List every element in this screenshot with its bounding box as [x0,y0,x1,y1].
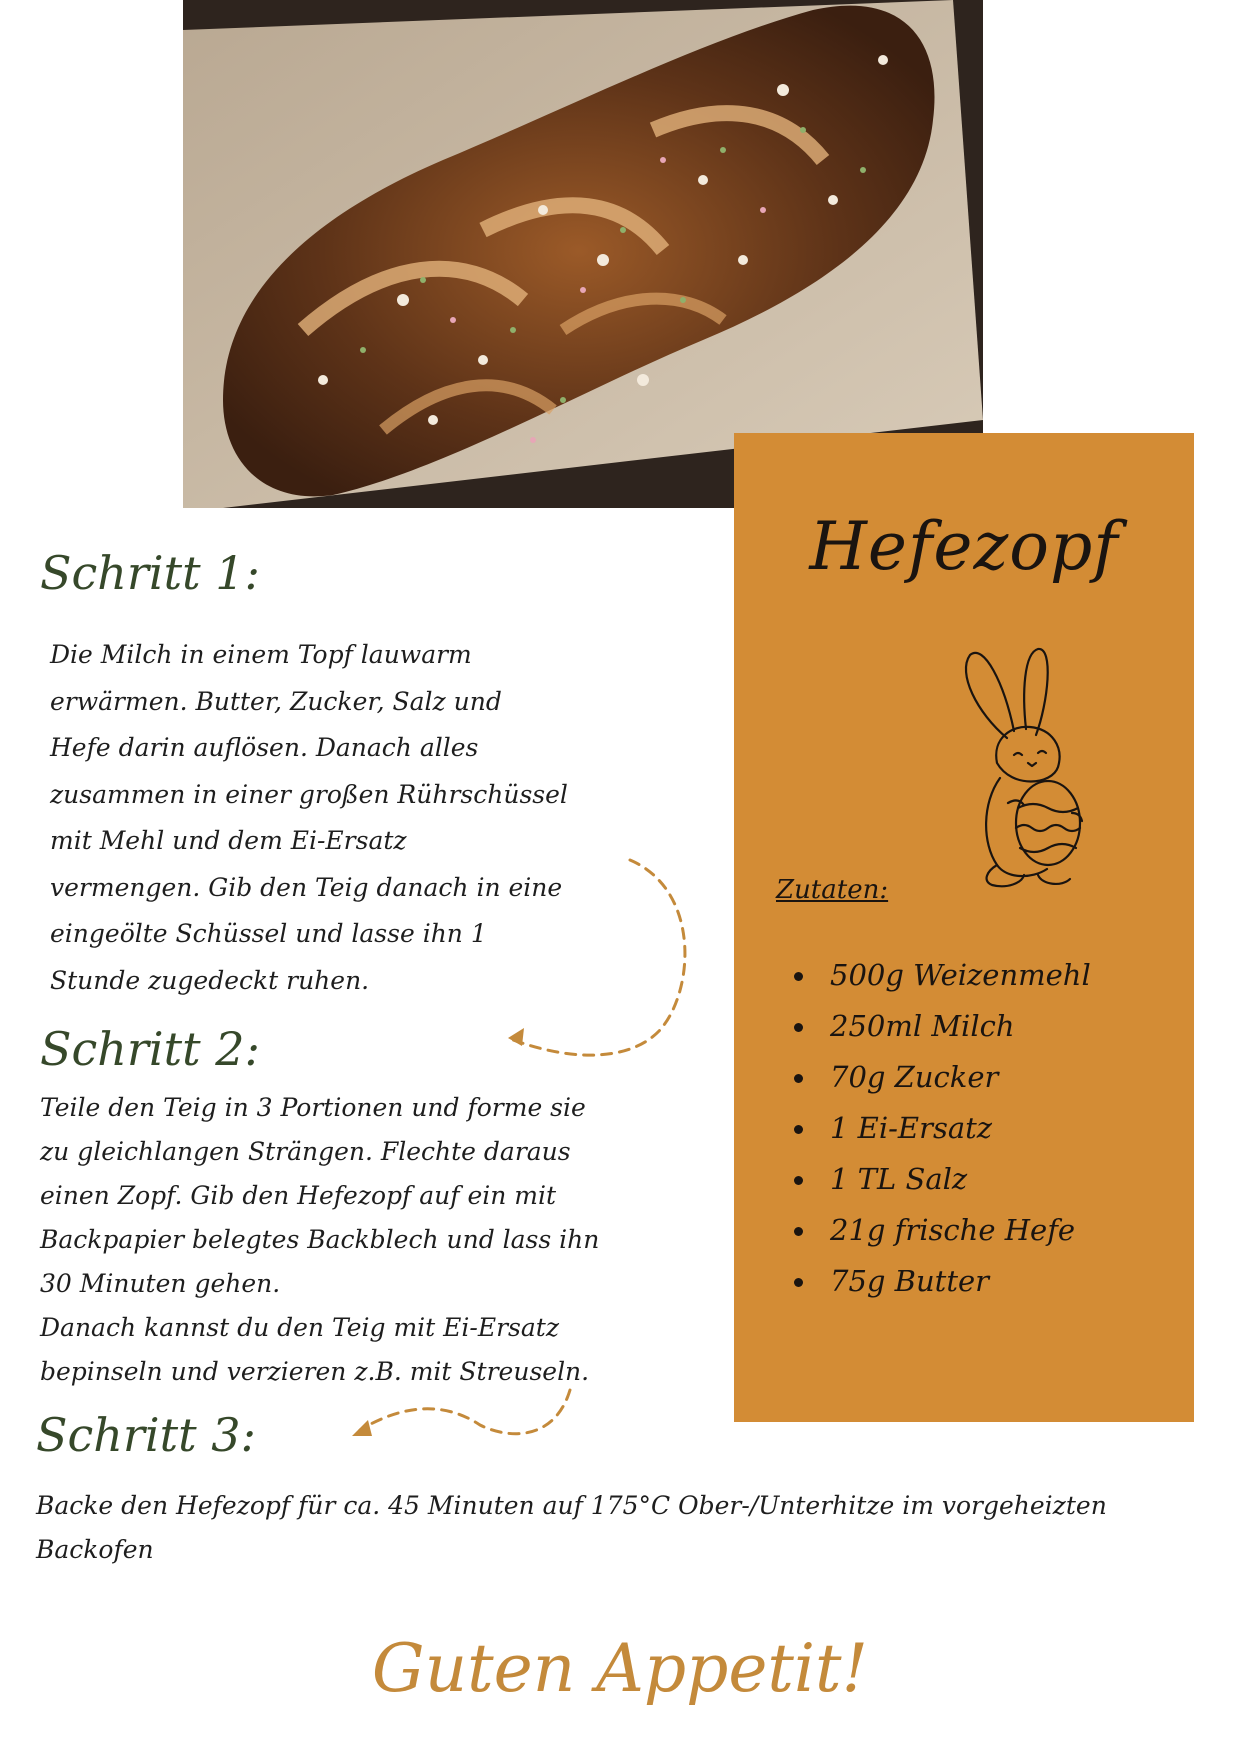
text-line: erwärmen. Butter, Zucker, Salz und [50,686,502,716]
dashed-arrow-icon [340,1380,580,1460]
text-line: mit Mehl und dem Ei-Ersatz [50,826,407,855]
text-line: einen Zopf. Gib den Hefezopf auf ein mit [40,1181,557,1210]
list-item: 75g Butter [794,1264,1091,1315]
text-line: Teile den Teig in 3 Portionen und forme sie [40,1093,586,1122]
text-line: bepinseln und verzieren z.B. mit Streuseln. [40,1357,590,1386]
braided-bread-image [183,0,983,508]
step-2-title: Schritt 2: [40,1022,260,1076]
step-3-text [36,1484,1107,1572]
step-3-title: Schritt 3: [36,1408,256,1462]
list-item: 21g frische Hefe [794,1213,1091,1264]
ingredients-heading: Zutaten: [776,875,889,905]
closing-text: Guten Appetit! [371,1630,869,1707]
text-line: Stunde zugedeckt ruhen. [50,965,370,995]
text-line: zusammen in einer großen Rührschüssel [50,779,568,809]
step-1-title: Schritt 1: [40,546,260,600]
text-line: eingeölte Schüssel und lasse ihn 1 [50,919,487,948]
text-line: Backpapier belegtes Backblech und lass ihn [40,1225,600,1254]
list-item: 1 TL Salz [794,1162,1091,1213]
text-line: Backe den Hefezopf für ca. 45 Minuten auf 175°C Ober-/Unterhitze im vorgeheizten [36,1491,1107,1520]
bunny-with-easter-egg-icon [952,643,1102,893]
list-item: 70g Zucker [794,1060,1091,1111]
list-item: 1 Ei-Ersatz [794,1111,1091,1162]
text-line: Die Milch in einem Topf lauwarm [50,640,472,669]
hefezopf-photo [183,0,983,508]
list-item: 250ml Milch [794,1009,1091,1060]
text-line: vermengen. Gib den Teig danach in eine [50,872,563,902]
step-2-text [40,1086,599,1394]
text-line: Danach kannst du den Teig mit Ei-Ersatz [40,1313,559,1342]
text-line: Backofen [36,1535,154,1564]
dashed-arrow-icon [490,840,710,1070]
text-line: 30 Minuten gehen. [40,1269,281,1298]
list-item: 500g Weizenmehl [794,958,1091,1009]
text-line: zu gleichlangen Strängen. Flechte daraus [40,1137,571,1166]
recipe-title: Hefezopf [809,508,1119,585]
recipe-card [734,433,1194,1422]
ingredients-list [794,958,1091,1315]
text-line: Hefe darin auflösen. Danach alles [50,733,479,762]
